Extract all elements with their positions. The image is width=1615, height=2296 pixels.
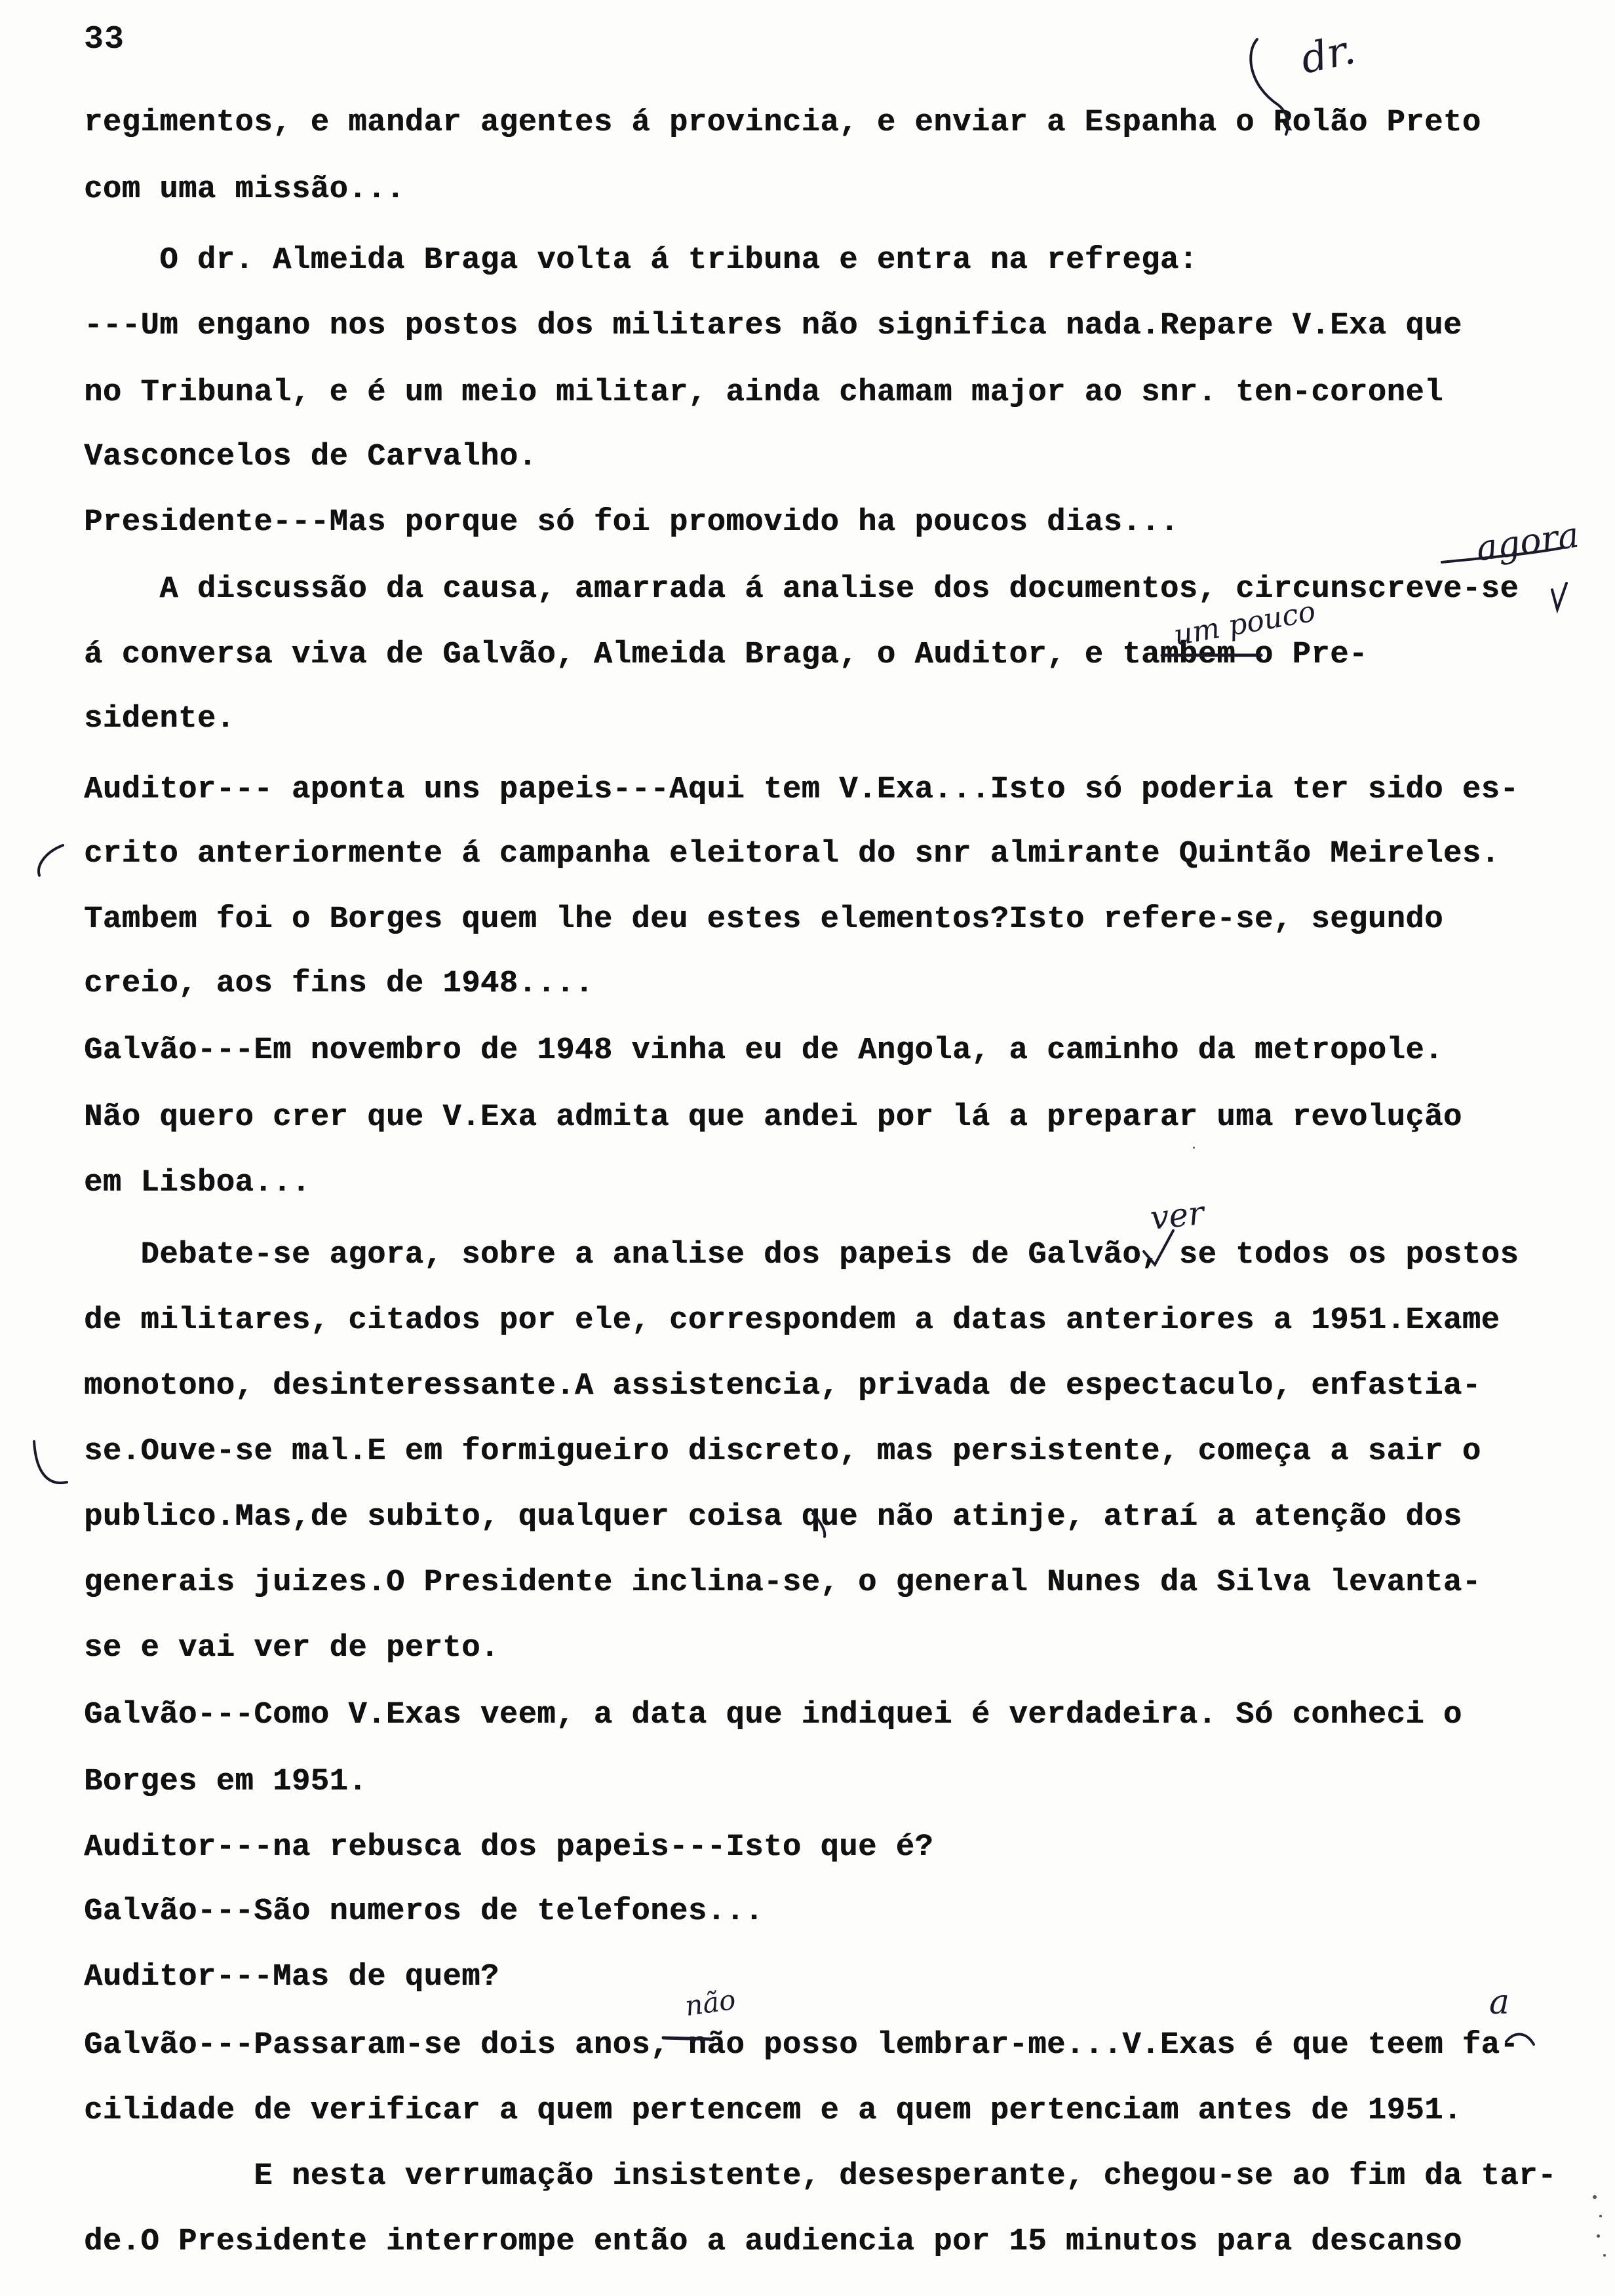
page-number: 33 xyxy=(84,21,125,58)
text-line: crito anteriormente á campanha eleitoral do snr almirante Quintão Meireles. xyxy=(84,837,1500,871)
text-line: Auditor---Mas de quem? xyxy=(84,1960,499,1995)
text-line: E nesta verrumação insistente, desesperante, chegou-se ao fim da tar- xyxy=(84,2159,1557,2194)
text-line: Borges em 1951. xyxy=(84,1765,368,1799)
text-line: A discussão da causa, amarrada á analise dos documentos, circunscreve-se xyxy=(84,572,1519,607)
text-line: Vasconcelos de Carvalho. xyxy=(84,440,537,474)
text-line: monotono, desinteressante.A assistencia, privada de espectaculo, enfastia- xyxy=(84,1369,1481,1404)
handwritten-annotation: não xyxy=(682,1983,738,2023)
text-line: Auditor--- aponta uns papeis---Aqui tem V.Exa...Isto só poderia ter sido es- xyxy=(84,773,1519,807)
text-line: regimentos, e mandar agentes á provincia, e enviar a Espanha o Rolão Preto xyxy=(84,105,1481,140)
text-line: com uma missão... xyxy=(84,172,405,207)
text-line: Não quero crer que V.Exa admita que andei por lá a preparar uma revolução xyxy=(84,1100,1462,1135)
handwritten-annotation: um pouco xyxy=(1171,594,1318,653)
text-line: á conversa viva de Galvão, Almeida Braga, o Auditor, e tambem o Pre- xyxy=(84,638,1368,672)
handwritten-annotation: agora xyxy=(1473,514,1582,569)
handwritten-annotation: ver xyxy=(1148,1193,1206,1238)
margin-bracket xyxy=(34,1442,67,1483)
text-line: de militares, citados por ele, correspondem a datas anteriores a 1951.Exame xyxy=(84,1303,1500,1338)
text-line: Galvão---Passaram-se dois anos, não posso lembrar-me...V.Exas é que teem fa- xyxy=(84,2028,1519,2063)
text-line: ---Um engano nos postos dos militares não significa nada.Repare V.Exa que xyxy=(84,309,1462,343)
text-line: Tambem foi o Borges quem lhe deu estes elementos?Isto refere-se, segundo xyxy=(84,902,1443,937)
insertion-caret xyxy=(1552,583,1566,609)
text-line: Galvão---São numeros de telefones... xyxy=(84,1894,764,1929)
text-line: creio, aos fins de 1948.... xyxy=(84,966,594,1001)
text-line: Auditor---na rebusca dos papeis---Isto que é? xyxy=(84,1830,934,1865)
text-line: sidente. xyxy=(84,702,235,737)
text-line: Galvão---Como V.Exas veem, a data que indiquei é verdadeira. Só conheci o xyxy=(84,1698,1462,1732)
text-line: de.O Presidente interrompe então a audiencia por 15 minutos para descanso xyxy=(84,2225,1462,2259)
text-line: se e vai ver de perto. xyxy=(84,1631,499,1666)
text-line: em Lisboa... xyxy=(84,1166,311,1200)
text-line: se.Ouve-se mal.E em formigueiro discreto, mas persistente, começa a sair o xyxy=(84,1434,1481,1469)
handwritten-annotation: dr. xyxy=(1296,25,1359,83)
text-line: O dr. Almeida Braga volta á tribuna e entra na refrega: xyxy=(84,243,1198,278)
text-line: Galvão---Em novembro de 1948 vinha eu de Angola, a caminho da metropole. xyxy=(84,1033,1443,1068)
text-line: Presidente---Mas porque só foi promovido ha poucos dias... xyxy=(84,505,1179,540)
text-line: cilidade de verificar a quem pertencem e a quem pertenciam antes de 1951. xyxy=(84,2094,1462,2128)
text-line: Debate-se agora, sobre a analise dos papeis de Galvão, se todos os postos xyxy=(84,1238,1519,1272)
handwritten-annotation: a xyxy=(1489,1983,1510,2022)
text-line: generais juizes.O Presidente inclina-se, o general Nunes da Silva levanta- xyxy=(84,1565,1481,1600)
text-line: publico.Mas,de subito, qualquer coisa que não atinje, atraí a atenção dos xyxy=(84,1500,1462,1535)
text-line: no Tribunal, e é um meio militar, ainda chamam major ao snr. ten-coronel xyxy=(84,375,1443,410)
margin-bracket xyxy=(39,845,63,875)
